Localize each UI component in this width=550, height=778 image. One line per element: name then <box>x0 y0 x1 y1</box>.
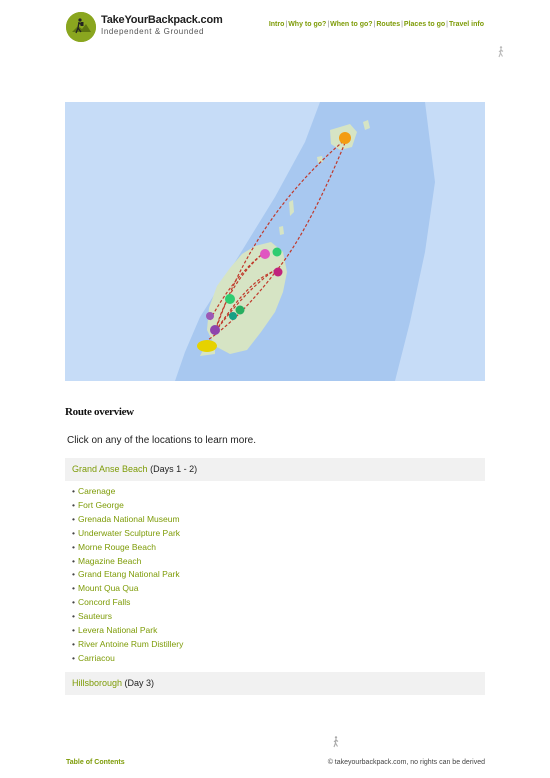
list-item[interactable]: • Sauteurs <box>72 610 183 624</box>
section-title: Route overview <box>65 406 134 418</box>
group-days: (Days 1 - 2) <box>150 464 198 474</box>
list-item[interactable]: • Levera National Park <box>72 624 183 638</box>
hiker-icon <box>496 46 506 58</box>
list-item[interactable]: • Mount Qua Qua <box>72 582 183 596</box>
copyright-text: © takeyourbackpack.com, no rights can be derived <box>327 759 485 766</box>
nav-when-to-go[interactable]: When to go? <box>330 21 373 28</box>
nav-why-to-go[interactable]: Why to go? <box>288 21 327 28</box>
nav-travel-info[interactable]: Travel info <box>448 21 484 28</box>
list-item[interactable]: • Carriacou <box>72 652 183 666</box>
list-item[interactable]: • River Antoine Rum Distillery <box>72 638 183 652</box>
nav-places-to-go[interactable]: Places to go <box>403 21 446 28</box>
list-item[interactable]: • Underwater Sculpture Park <box>72 527 183 541</box>
group-link-hillsborough[interactable]: Hillsborough <box>72 678 123 688</box>
brand-tagline: Independent & Grounded <box>101 27 205 36</box>
nav-separator: | <box>446 21 448 28</box>
list-item[interactable]: • Grand Etang National Park <box>72 568 183 582</box>
group-days: (Day 3) <box>124 678 155 688</box>
nav-separator: | <box>285 21 288 28</box>
top-nav <box>269 21 484 28</box>
logo-icon[interactable] <box>66 12 96 42</box>
nav-separator: | <box>327 21 330 28</box>
table-of-contents-link[interactable]: Table of Contents <box>66 759 125 766</box>
brand-name[interactable]: TakeYourBackpack.com <box>101 14 223 26</box>
group-link-grand-anse-beach[interactable]: Grand Anse Beach <box>72 464 148 474</box>
route-map[interactable] <box>65 102 485 381</box>
list-item[interactable]: • Fort George <box>72 499 183 513</box>
list-item[interactable]: • Grenada National Museum <box>72 513 183 527</box>
route-group-header <box>65 672 485 695</box>
location-list <box>72 485 183 666</box>
hiker-icon <box>331 736 341 748</box>
nav-intro[interactable]: Intro <box>268 21 285 28</box>
nav-separator: | <box>401 21 403 28</box>
list-item[interactable]: • Magazine Beach <box>72 555 183 569</box>
intro-text: Click on any of the locations to learn more. <box>67 435 256 446</box>
nav-separator: | <box>373 21 376 28</box>
list-item[interactable]: • Concord Falls <box>72 596 183 610</box>
list-item[interactable]: • Morne Rouge Beach <box>72 541 183 555</box>
page-header <box>0 0 550 60</box>
map-image <box>65 102 485 381</box>
nav-routes[interactable]: Routes <box>376 21 401 28</box>
list-item[interactable]: • Carenage <box>72 485 183 499</box>
route-group-header <box>65 458 485 481</box>
